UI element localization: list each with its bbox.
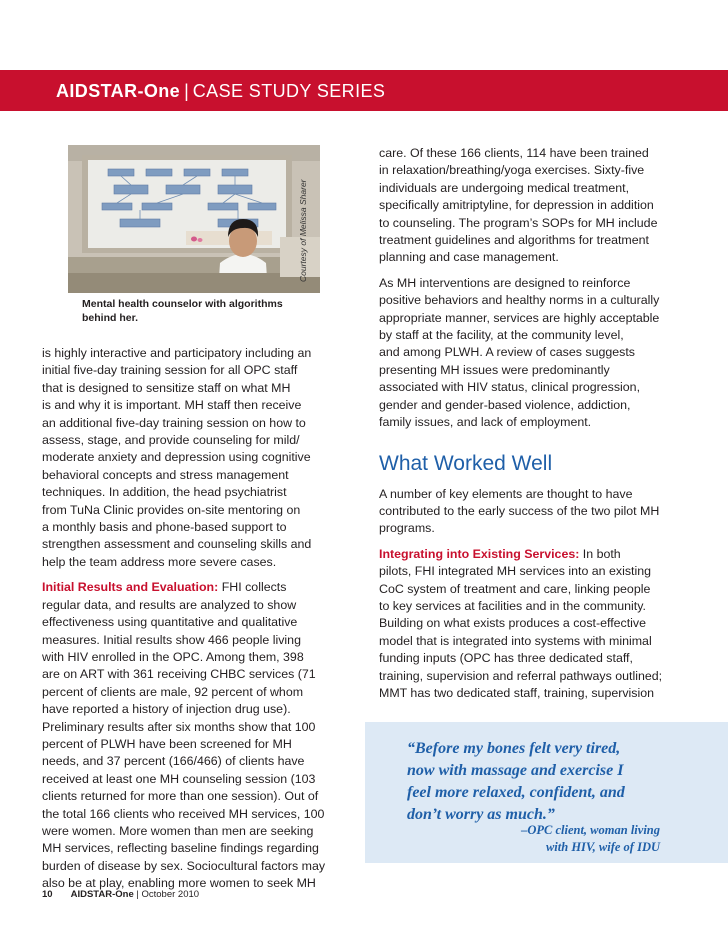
- left-column: [42, 345, 352, 893]
- quote-line: “Before my bones felt very tired,: [407, 740, 621, 757]
- text-line: strengthen assessment and counseling skills and: [42, 537, 312, 552]
- caption-line: behind her.: [82, 312, 139, 324]
- text-line: programs.: [379, 521, 435, 536]
- text-line: are on ART with 361 receiving CHBC services (71: [42, 667, 316, 682]
- text-line: is highly interactive and participatory including an: [42, 346, 312, 360]
- footer-separator: |: [136, 889, 139, 900]
- text-line: received at least one MH counseling session (103: [42, 771, 316, 786]
- text-line: contributed to the early success of the two pilot MH: [379, 503, 660, 518]
- right-column: [379, 145, 691, 702]
- page-number: 10: [42, 889, 53, 900]
- attribution-line: with HIV, wife of IDU: [545, 840, 660, 854]
- text-line: regular data, and results are analyzed to show: [42, 597, 297, 612]
- quote-line: now with massage and exercise I: [407, 762, 624, 779]
- text-run: FHI collects: [218, 580, 287, 595]
- text-line: positive behaviors and healthy norms in a culturally: [379, 293, 660, 308]
- text-line: measures. Initial results show 466 people living: [42, 632, 301, 647]
- interventions-paragraph: [379, 275, 691, 432]
- text-line: effectiveness using quantitative and qualitative: [42, 615, 298, 630]
- text-line: family issues, and lack of employment.: [379, 415, 592, 430]
- text-line: with HIV enrolled in the OPC. Among them, 398: [42, 649, 304, 664]
- text-line: to key services at facilities and in the community.: [379, 598, 646, 613]
- key-elements-paragraph: [379, 486, 691, 538]
- text-line: moderate anxiety and depression using cognitive: [42, 450, 311, 465]
- header-brand: AIDSTAR-One: [56, 81, 181, 101]
- text-line: specifically amitriptyline, for depression in addition: [379, 198, 654, 213]
- text-line: by staff at the facility, at the community level,: [379, 328, 624, 343]
- text-line: also be at play, enabling more women to seek MH: [42, 876, 316, 891]
- text-line: funding inputs (OPC has three dedicated staff,: [379, 651, 633, 666]
- header-series: CASE STUDY SERIES: [192, 81, 386, 101]
- text-line: percent of PLWH have been screened for MH: [42, 736, 292, 751]
- text-line: MMT has two dedicated staff, training, supervision: [379, 685, 655, 700]
- text-line: initial five-day training session for all OPC staff: [42, 363, 298, 378]
- results-subhead: Initial Results and Evaluation:: [42, 580, 219, 595]
- quote-attribution: [420, 822, 660, 856]
- text-line: have reported a history of injection drug use).: [42, 702, 291, 717]
- text-line: Preliminary results after six months show that 100: [42, 719, 316, 734]
- text-line: clients returned for more than one session). Out of: [42, 789, 319, 804]
- text-line: appropriate manner, services are highly acceptable: [379, 310, 660, 325]
- footer-brand: AIDSTAR-One: [70, 889, 134, 900]
- text-line: the total 166 clients who received MH services, 100: [42, 806, 325, 821]
- text-line: were women. More women than men are seeking: [42, 823, 314, 838]
- text-line: CoC system of treatment and care, linking people: [379, 581, 651, 596]
- page-footer: [42, 889, 199, 900]
- footer-date: October 2010: [141, 889, 200, 900]
- text-line: that is designed to sensitize staff on what MH: [42, 380, 291, 395]
- text-line: care. Of these 166 clients, 114 have been trained: [379, 146, 649, 160]
- text-line: individuals are undergoing medical treatment,: [379, 180, 630, 195]
- text-line: percent of clients are male, 92 percent of whom: [42, 684, 304, 699]
- series-title: [56, 81, 385, 102]
- text-line: associated with HIV status, clinical progression,: [379, 380, 641, 395]
- photo-credit: Courtesy of Melissa Sharer: [298, 179, 308, 282]
- text-run: In both: [579, 546, 621, 561]
- text-line: a monthly basis and phone-based support to: [42, 520, 287, 535]
- text-line: [42, 579, 352, 596]
- text-line: Building on what exists produces a cost-effective: [379, 616, 647, 631]
- integration-subhead: Integrating into Existing Services:: [379, 546, 580, 561]
- text-line: needs, and 37 percent (166/466) of clients have: [42, 754, 305, 769]
- text-line: model that is integrated into systems with minimal: [379, 633, 652, 648]
- integration-paragraph: [379, 546, 691, 703]
- text-line: MH services, reflecting baseline findings regarding: [42, 841, 319, 856]
- text-line: burden of disease by sex. Sociocultural factors may: [42, 858, 326, 873]
- attribution-line: –OPC client, woman living: [521, 823, 660, 837]
- section-heading: What Worked Well: [379, 451, 553, 475]
- photo-illustration: [68, 145, 320, 293]
- text-line: presenting MH issues were predominantly: [379, 362, 610, 377]
- text-line: behavioral concepts and stress management: [42, 467, 289, 482]
- text-line: training, supervision and referral pathways outlined;: [379, 668, 663, 683]
- text-line: As MH interventions are designed to reinforce: [379, 275, 631, 290]
- text-line: in relaxation/breathing/yoga exercises. Sixty-five: [379, 163, 645, 178]
- text-line: techniques. In addition, the head psychiatrist: [42, 485, 287, 500]
- text-line: an additional five-day training session on how to: [42, 415, 306, 430]
- text-line: assess, stage, and provide counseling for mild/: [42, 433, 300, 448]
- text-line: to counseling. The program’s SOPs for MH include: [379, 215, 658, 230]
- quote-line: feel more relaxed, confident, and: [407, 784, 625, 801]
- text-line: planning and case management.: [379, 250, 559, 265]
- photo-caption: [82, 297, 312, 325]
- text-line: treatment guidelines and algorithms for treatment: [379, 233, 649, 248]
- text-line: pilots, FHI integrated MH services into an existing: [379, 564, 652, 579]
- training-paragraph: [42, 345, 352, 571]
- text-line: is and why it is important. MH staff then receive: [42, 398, 302, 413]
- quote-line: don’t worry as much.”: [407, 806, 555, 823]
- caption-line: Mental health counselor with algorithms: [82, 298, 283, 310]
- treatment-paragraph: [379, 145, 691, 267]
- text-line: [379, 546, 691, 563]
- text-line: help the team address more severe cases.: [42, 554, 277, 569]
- text-line: from TuNa Clinic provides on-site mentoring on: [42, 502, 301, 517]
- results-paragraph: [42, 579, 352, 892]
- text-line: and among PLWH. A review of cases suggests: [379, 345, 635, 360]
- text-line: A number of key elements are thought to have: [379, 486, 633, 501]
- counselor-photo: [68, 145, 320, 293]
- text-line: gender and gender-based violence, addiction,: [379, 397, 631, 412]
- header-separator: |: [184, 81, 189, 101]
- pull-quote: [407, 738, 625, 826]
